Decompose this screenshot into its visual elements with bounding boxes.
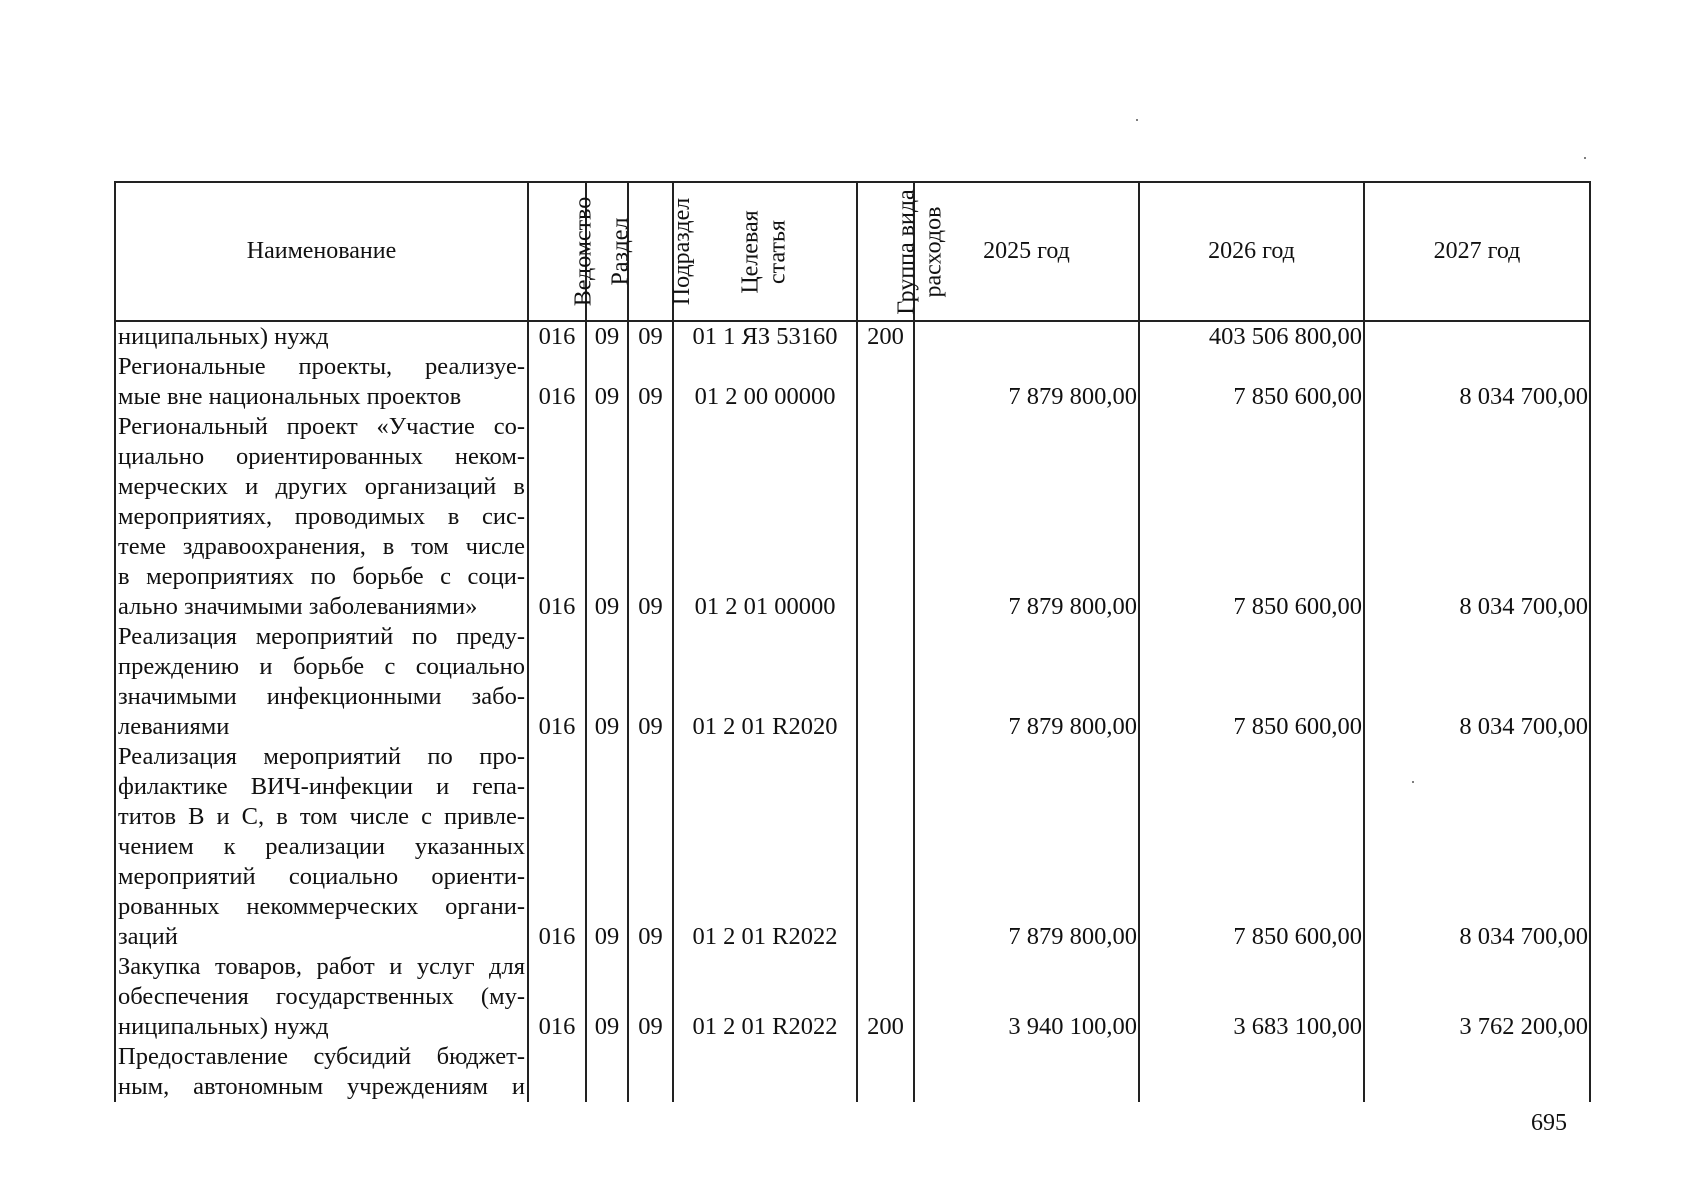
podrazdel-cell: 09 (628, 622, 673, 742)
amount-2025-cell: 7 879 800,00 (914, 352, 1139, 412)
name-line: преждению и борьбе с социально (118, 653, 525, 680)
amount-2026-cell: 7 850 600,00 (1139, 352, 1364, 412)
table-header-row (115, 182, 1590, 321)
razdel-cell: 09 (586, 321, 628, 352)
name-cell (115, 622, 528, 742)
name-line: мероприятий социально ориенти- (118, 863, 525, 890)
gruppa-cell: 200 (857, 952, 914, 1042)
razdel-cell: 09 (586, 952, 628, 1042)
amount-2026-cell: 403 506 800,00 (1139, 321, 1364, 352)
gruppa-cell (857, 742, 914, 952)
razdel-cell: 09 (586, 622, 628, 742)
name-line: рованных некоммерческих органи- (118, 893, 525, 920)
page-number: 695 (1531, 1110, 1567, 1136)
tselevaya-statya-cell: 01 2 00 00000 (673, 352, 857, 412)
table-row (115, 622, 1590, 742)
name-line: мерческих и других организаций в (118, 473, 525, 500)
tselevaya-statya-cell (673, 1042, 857, 1102)
gruppa-cell (857, 352, 914, 412)
scan-speck (1136, 119, 1138, 121)
podrazdel-cell: 09 (628, 412, 673, 622)
podrazdel-cell: 09 (628, 952, 673, 1042)
scan-speck (1584, 157, 1586, 159)
vedomstvo-cell: 016 (528, 952, 586, 1042)
vedomstvo-cell: 016 (528, 412, 586, 622)
scan-speck (1412, 781, 1414, 783)
amount-2025-cell: 3 940 100,00 (914, 952, 1139, 1042)
amount-2025-cell (914, 1042, 1139, 1102)
table-row (115, 352, 1590, 412)
podrazdel-cell (628, 1042, 673, 1102)
name-line: Реализация мероприятий по преду- (118, 623, 525, 650)
tselevaya-statya-cell: 01 2 01 R2022 (673, 952, 857, 1042)
tselevaya-statya-cell: 01 2 01 00000 (673, 412, 857, 622)
amount-2025-cell: 7 879 800,00 (914, 412, 1139, 622)
name-line: Реализация мероприятий по про- (118, 743, 525, 770)
table-row (115, 952, 1590, 1042)
name-line: значимыми инфекционными забо- (118, 683, 525, 710)
name-cell (115, 412, 528, 622)
vedomstvo-cell: 016 (528, 321, 586, 352)
amount-2027-cell (1364, 321, 1590, 352)
name-line: ниципальных) нужд (118, 323, 329, 350)
header-tselevaya-statya: Целевая статья (673, 182, 857, 321)
name-line: Региональные проекты, реализуе- (118, 353, 525, 380)
gruppa-cell (857, 622, 914, 742)
name-cell (115, 952, 528, 1042)
podrazdel-cell: 09 (628, 352, 673, 412)
amount-2026-cell: 7 850 600,00 (1139, 412, 1364, 622)
gruppa-cell (857, 1042, 914, 1102)
name-cell (115, 742, 528, 952)
name-line: мероприятиях, проводимых в сис- (118, 503, 525, 530)
gruppa-cell: 200 (857, 321, 914, 352)
amount-2027-cell: 8 034 700,00 (1364, 622, 1590, 742)
razdel-cell: 09 (586, 352, 628, 412)
table-row (115, 321, 1590, 352)
name-line: ниципальных) нужд (118, 1013, 329, 1040)
name-cell (115, 1042, 528, 1102)
header-2027: 2027 год (1364, 182, 1590, 321)
amount-2027-cell: 8 034 700,00 (1364, 742, 1590, 952)
amount-2026-cell: 7 850 600,00 (1139, 622, 1364, 742)
name-line: Предоставление субсидий бюджет- (118, 1043, 525, 1070)
name-line: филактике ВИЧ-инфекции и гепа- (118, 773, 525, 800)
header-podrazdel: Подраздел (628, 182, 673, 321)
podrazdel-cell: 09 (628, 321, 673, 352)
amount-2025-cell: 7 879 800,00 (914, 622, 1139, 742)
tselevaya-statya-cell: 01 1 ЯЗ 53160 (673, 321, 857, 352)
header-2025: 2025 год (914, 182, 1139, 321)
amount-2027-cell: 3 762 200,00 (1364, 952, 1590, 1042)
name-cell (115, 321, 528, 352)
name-line: циально ориентированных неком- (118, 443, 525, 470)
table-row (115, 1042, 1590, 1102)
name-line: титов В и С, в том числе с привле- (118, 803, 525, 830)
amount-2025-cell (914, 321, 1139, 352)
table-row (115, 412, 1590, 622)
name-line: в мероприятиях по борьбе с соци- (118, 563, 525, 590)
header-name: Наименование (115, 182, 528, 321)
amount-2027-cell: 8 034 700,00 (1364, 412, 1590, 622)
tselevaya-statya-cell: 01 2 01 R2022 (673, 742, 857, 952)
name-line: ально значимыми заболеваниями» (118, 593, 478, 620)
amount-2027-cell: 8 034 700,00 (1364, 352, 1590, 412)
vedomstvo-cell: 016 (528, 622, 586, 742)
header-vedomstvo: Ведомство (528, 182, 586, 321)
name-line: ным, автономным учреждениям и (118, 1073, 525, 1100)
name-line: обеспечения государственных (му- (118, 983, 525, 1010)
gruppa-cell (857, 412, 914, 622)
header-gruppa-vida-raskhodov: Группа вида расходов (857, 182, 914, 321)
vedomstvo-cell: 016 (528, 352, 586, 412)
amount-2025-cell: 7 879 800,00 (914, 742, 1139, 952)
amount-2026-cell (1139, 1042, 1364, 1102)
razdel-cell: 09 (586, 412, 628, 622)
name-line: теме здравоохранения, в том числе (118, 533, 525, 560)
vedomstvo-cell (528, 1042, 586, 1102)
budget-table (114, 181, 1591, 1102)
podrazdel-cell: 09 (628, 742, 673, 952)
table-row (115, 742, 1590, 952)
vedomstvo-cell: 016 (528, 742, 586, 952)
name-line: чением к реализации указанных (118, 833, 525, 860)
name-line: Закупка товаров, работ и услуг для (118, 953, 525, 980)
name-cell (115, 352, 528, 412)
name-line: заций (118, 923, 178, 950)
name-line: Региональный проект «Участие со- (118, 413, 525, 440)
amount-2026-cell: 3 683 100,00 (1139, 952, 1364, 1042)
name-line: леваниями (118, 713, 230, 740)
razdel-cell (586, 1042, 628, 1102)
razdel-cell: 09 (586, 742, 628, 952)
header-razdel: Раздел (586, 182, 628, 321)
header-2026: 2026 год (1139, 182, 1364, 321)
amount-2026-cell: 7 850 600,00 (1139, 742, 1364, 952)
amount-2027-cell (1364, 1042, 1590, 1102)
tselevaya-statya-cell: 01 2 01 R2020 (673, 622, 857, 742)
name-line: мые вне национальных проектов (118, 383, 462, 410)
